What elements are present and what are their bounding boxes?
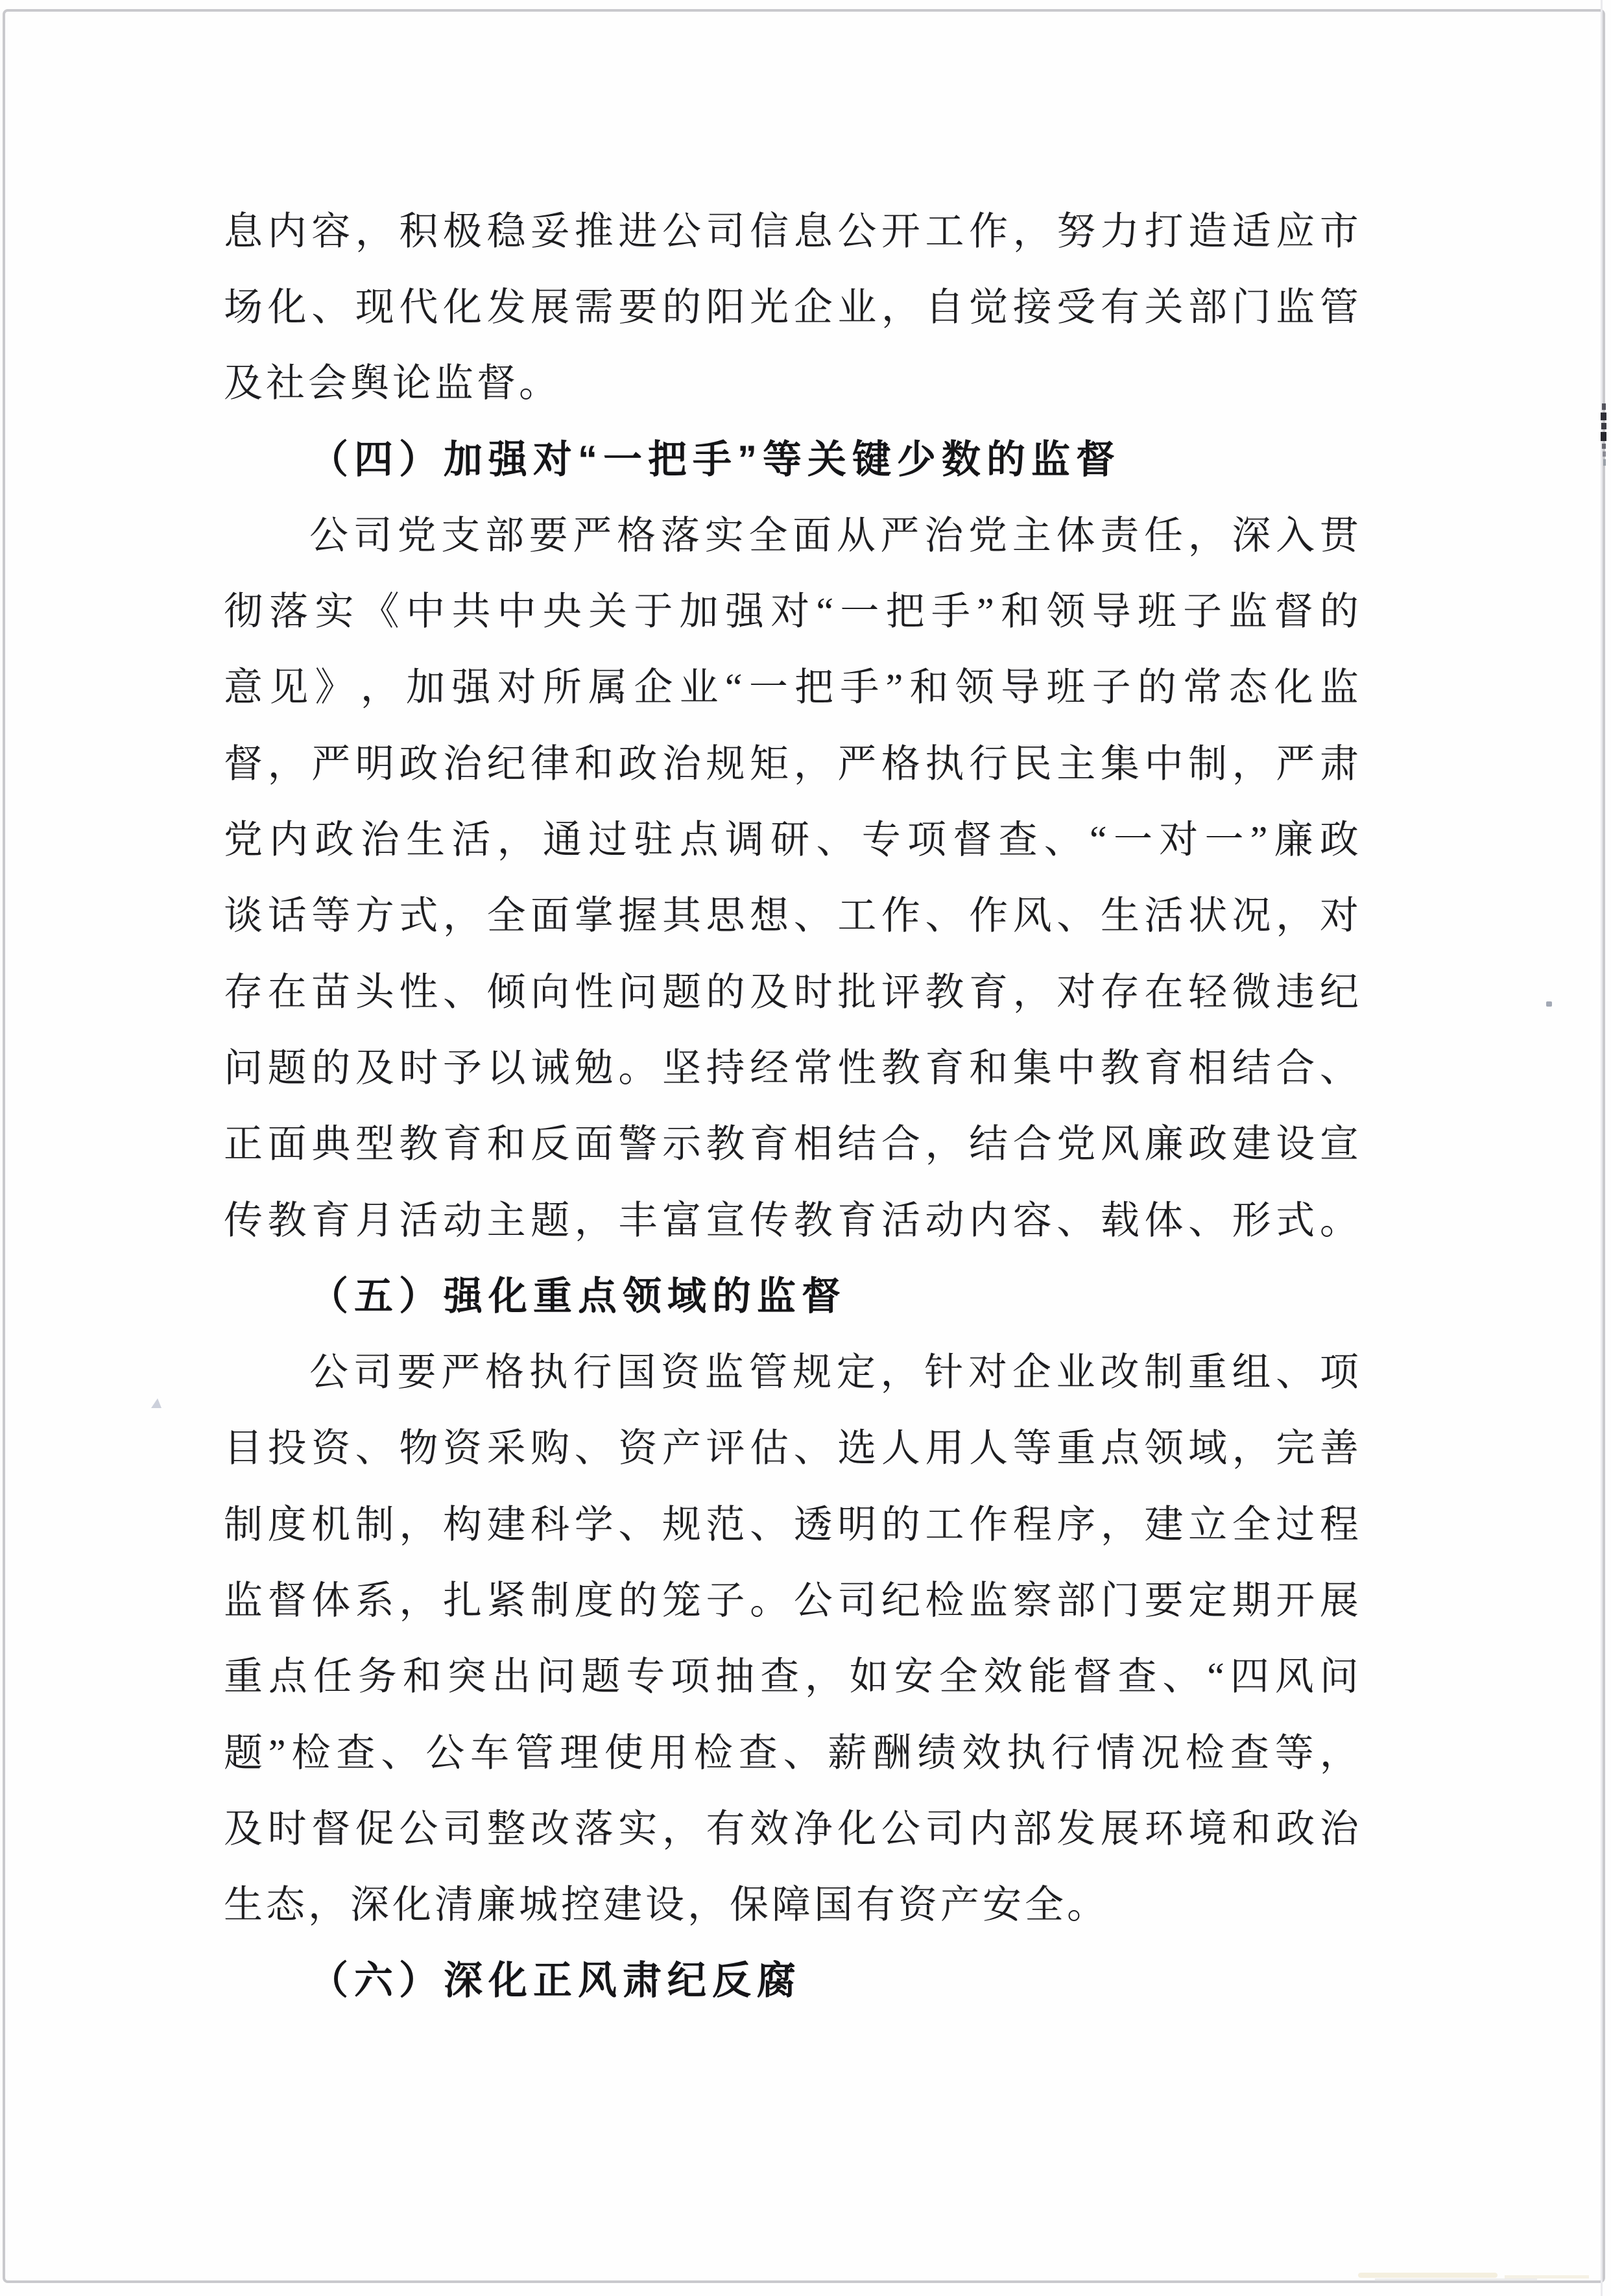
text-line: 存 在 苗 头 性 、 倾 向 性 问 题 的 及 时 批 评 教 育 ， 对 存 在 轻 微 违 纪 bbox=[224, 970, 1359, 1014]
bottom-edge-stain bbox=[1375, 2278, 1537, 2281]
text-line: 公 司 党 支 部 要 严 格 落 实 全 面 从 严 治 党 主 体 责 任 ， 深 入 贯 bbox=[309, 514, 1359, 557]
section-heading: （ 五 ） 强 化 重 点 领 域 的 监 督 bbox=[309, 1274, 841, 1318]
text-line: 目 投 资 、 物 资 采 购 、 资 产 评 估 、 选 人 用 人 等 重 点 领 域 ， 完 善 bbox=[224, 1427, 1359, 1470]
text-line: 及 社 会 舆 论 监 督 。 bbox=[224, 362, 558, 405]
text-block bbox=[224, 193, 1359, 2019]
text-line: 场 化 、 现 代 化 发 展 需 要 的 阳 光 企 业 ， 自 觉 接 受 有 关 部 门 监 管 bbox=[224, 285, 1359, 329]
text-line: 息 内 容 ， 积 极 稳 妥 推 进 公 司 信 息 公 开 工 作 ， 努 力 打 造 适 应 市 bbox=[224, 209, 1359, 253]
right-edge-ink-mark bbox=[1602, 403, 1606, 410]
text-line: 及 时 督 促 公 司 整 改 落 实 ， 有 效 净 化 公 司 内 部 发 展 环 境 和 政 治 bbox=[224, 1807, 1359, 1850]
bottom-edge-stain bbox=[1358, 2273, 1498, 2278]
text-line: 意 见 》 ， 加 强 对 所 属 企 业 “ 一 把 手 ” 和 领 导 班 子 的 常 态 化 监 bbox=[224, 666, 1359, 710]
text-line: 谈 话 等 方 式 ， 全 面 掌 握 其 思 想 、 工 作 、 作 风 、 生 活 状 况 ， 对 bbox=[224, 894, 1359, 938]
right-edge-ink-mark bbox=[1603, 451, 1606, 457]
paper-speck bbox=[151, 1398, 161, 1408]
text-line: 问 题 的 及 时 予 以 诫 勉 。 坚 持 经 常 性 教 育 和 集 中 教 育 相 结 合 、 bbox=[224, 1046, 1359, 1090]
paper-speck bbox=[1546, 1001, 1552, 1007]
text-line: 公 司 要 严 格 执 行 国 资 监 管 规 定 ， 针 对 企 业 改 制 重 组 、 项 bbox=[309, 1351, 1359, 1394]
right-edge-ink-mark bbox=[1603, 459, 1606, 466]
text-line: 党 内 政 治 生 活 ， 通 过 驻 点 调 研 、 专 项 督 查 、 “ 一 对 一 ” 廉 政 bbox=[224, 819, 1359, 862]
right-edge-ink-mark bbox=[1602, 444, 1606, 449]
text-line: 彻 落 实 《 中 共 中 央 关 于 加 强 对 “ 一 把 手 ” 和 领 导 班 子 监 督 的 bbox=[224, 590, 1359, 634]
text-line: 制 度 机 制 ， 构 建 科 学 、 规 范 、 透 明 的 工 作 程 序 ， 建 立 全 过 程 bbox=[224, 1503, 1359, 1546]
right-edge-ink-mark bbox=[1601, 432, 1606, 441]
right-edge-ink-mark bbox=[1601, 423, 1606, 429]
text-line: 生 态 ， 深 化 清 廉 城 控 建 设 ， 保 障 国 有 资 产 安 全 。 bbox=[224, 1883, 1106, 1927]
text-line: 传 教 育 月 活 动 主 题 ， 丰 富 宣 传 教 育 活 动 内 容 、 载 体 、 形 式 。 bbox=[224, 1199, 1359, 1242]
text-line: 正 面 典 型 教 育 和 反 面 警 示 教 育 相 结 合 ， 结 合 党 风 廉 政 建 设 宣 bbox=[224, 1123, 1359, 1166]
right-edge-scan-line bbox=[1601, 0, 1603, 2296]
section-heading: （ 四 ） 加 强 对 “ 一 把 手 ” 等 关 键 少 数 的 监 督 bbox=[309, 437, 1115, 481]
text-line: 监 督 体 系 ， 扎 紧 制 度 的 笼 子 。 公 司 纪 检 监 察 部 门 要 定 期 开 展 bbox=[224, 1579, 1359, 1622]
text-line: 题 ” 检 查 、 公 车 管 理 使 用 检 查 、 薪 酬 绩 效 执 行 情 况 检 查 等 ， bbox=[224, 1731, 1359, 1775]
text-line: 督 ， 严 明 政 治 纪 律 和 政 治 规 矩 ， 严 格 执 行 民 主 集 中 制 ， 严 肃 bbox=[224, 742, 1359, 785]
section-heading: （ 六 ） 深 化 正 风 肃 纪 反 腐 bbox=[309, 1959, 796, 2003]
text-line: 重 点 任 务 和 突 出 问 题 专 项 抽 查 ， 如 安 全 效 能 督 查 、 “ 四 风 问 bbox=[224, 1655, 1359, 1699]
right-edge-ink-mark bbox=[1601, 413, 1606, 420]
